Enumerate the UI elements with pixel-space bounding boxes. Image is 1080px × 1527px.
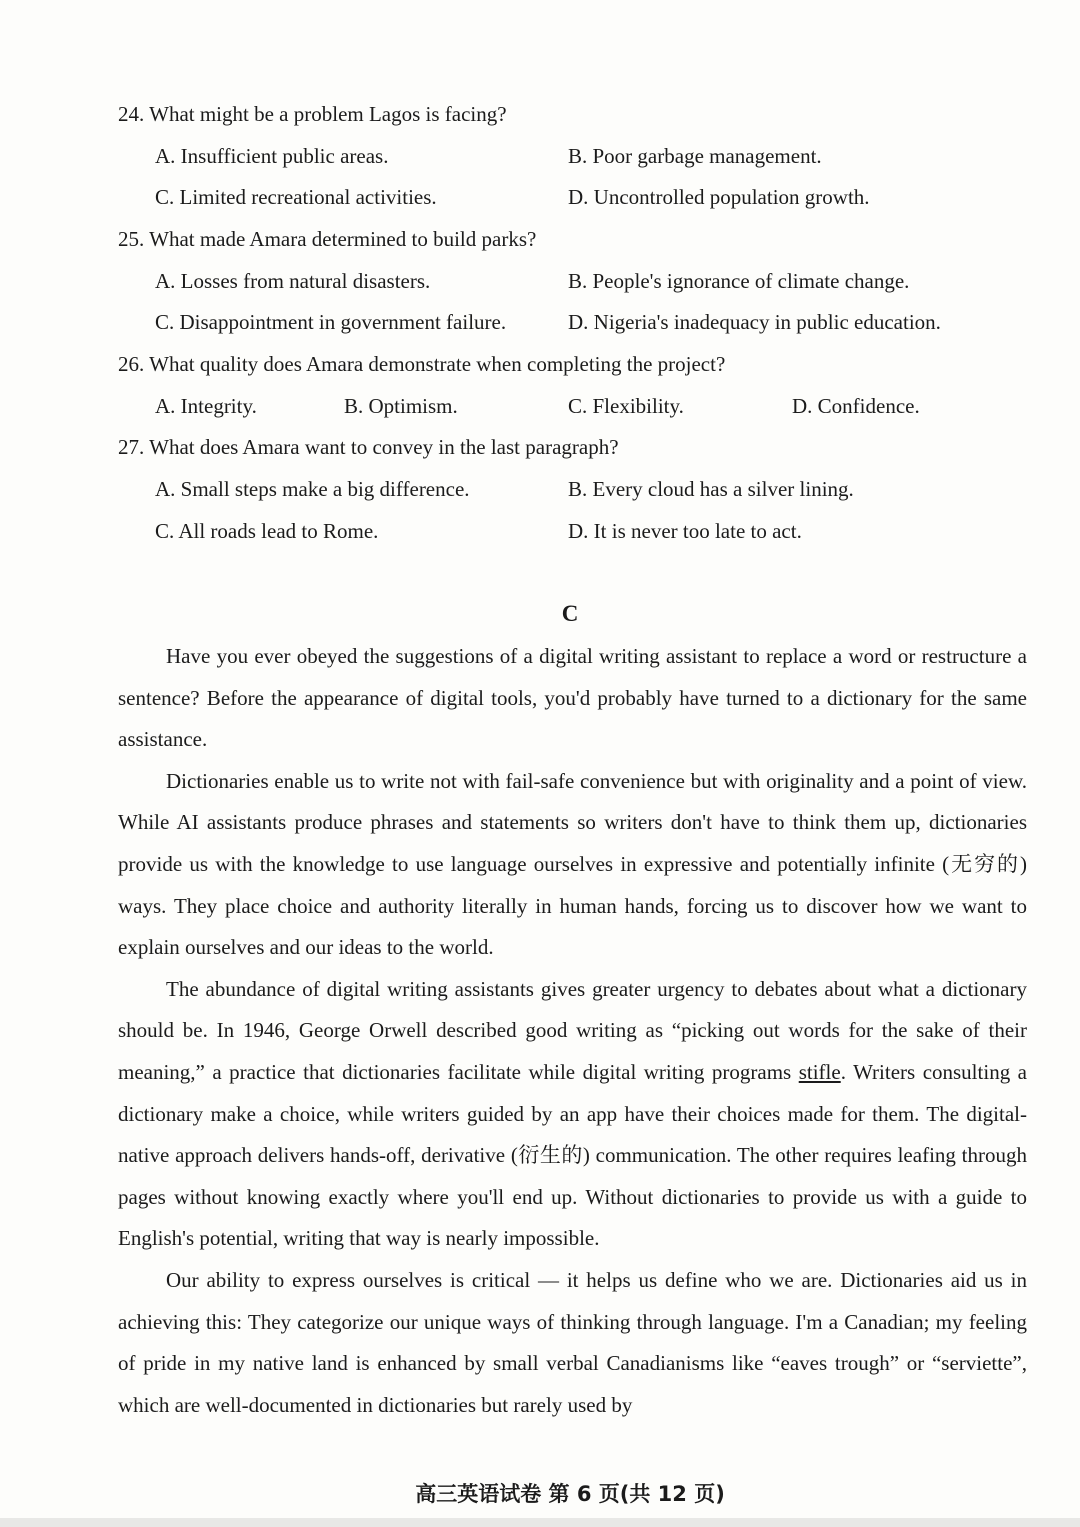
question-27-option-d: D. It is never too late to act. <box>568 519 802 543</box>
page-footer: 高三英语试卷 第 6 页(共 12 页) <box>415 1482 725 1506</box>
question-26-option-c: C. Flexibility. <box>568 394 684 418</box>
passage-paragraph-3 <box>118 969 1027 1260</box>
question-26-option-a: A. Integrity. <box>155 394 257 418</box>
question-25-option-c: C. Disappointment in government failure. <box>155 310 507 334</box>
question-24-option-a: A. Insufficient public areas. <box>155 144 389 168</box>
paragraph-3-text-end: . Writers consulting a dictionary make a choice, while writers guided by an app have their choices made for them. The digital-native approach delivers hands-off, derivative (衍生的) communication. The other requires leafing through pages without knowing exactly where you'll end up. Without dictionaries to provide us with a guide to English's potential, writing that way is nearly impossible. <box>118 1059 1027 1251</box>
paragraph-3-text-start: The abundance of digital writing assistants gives greater urgency to debates about what a dictionary should be. In 1946, George Orwell described good writing as “picking out words for the sake of their meaning,” a practice that dictionaries facilitate while digital writing programs <box>118 976 1027 1084</box>
question-26-option-b: B. Optimism. <box>344 394 458 418</box>
question-26-option-d: D. Confidence. <box>792 394 920 418</box>
question-24-option-c: C. Limited recreational activities. <box>155 185 437 209</box>
question-27-stem: 27. What does Amara want to convey in the last paragraph? <box>118 435 619 459</box>
question-24-option-d: D. Uncontrolled population growth. <box>568 185 870 209</box>
question-27-option-a: A. Small steps make a big difference. <box>155 477 470 501</box>
page-bottom-edge <box>0 1518 1080 1527</box>
question-24-stem: 24. What might be a problem Lagos is facing? <box>118 102 507 126</box>
question-27-option-b: B. Every cloud has a silver lining. <box>568 477 854 501</box>
question-25-option-d: D. Nigeria's inadequacy in public education. <box>568 310 941 334</box>
passage-paragraph-2: Dictionaries enable us to write not with fail-safe convenience but with originality and a point of view. While AI assistants produce phrases and statements so writers don't have to think them up, dictionaries provide us with the knowledge to use language ourselves in expressive and potentially infinite (无穷的) ways. They place choice and authority literally in human hands, forcing us to discover how we want to explain ourselves and our ideas to the world. <box>118 768 1027 960</box>
passage-paragraph-4: Our ability to express ourselves is critical — it helps us define who we are. Dictionaries aid us in achieving this: They categorize our unique ways of thinking through language. I'm a Canadian; my feeling of pride in my native land is enhanced by small verbal Canadianisms like “eaves trough” or “serviette”, which are well-documented in dictionaries but rarely used by <box>118 1267 1027 1417</box>
reading-passage <box>118 636 1027 1426</box>
question-25-option-a: A. Losses from natural disasters. <box>155 269 431 293</box>
underlined-word: stifle <box>798 1059 841 1084</box>
question-25-option-b: B. People's ignorance of climate change. <box>568 269 910 293</box>
question-24-option-b: B. Poor garbage management. <box>568 144 822 168</box>
question-25-stem: 25. What made Amara determined to build parks? <box>118 227 537 251</box>
section-heading: C <box>561 601 579 626</box>
question-27-option-c: C. All roads lead to Rome. <box>155 519 379 543</box>
question-26-stem: 26. What quality does Amara demonstrate when completing the project? <box>118 352 726 376</box>
passage-paragraph-1: Have you ever obeyed the suggestions of a digital writing assistant to replace a word or restructure a sentence? Before the appearance of digital tools, you'd probably have turned to a dictionary for the same assistance. <box>118 644 1027 752</box>
